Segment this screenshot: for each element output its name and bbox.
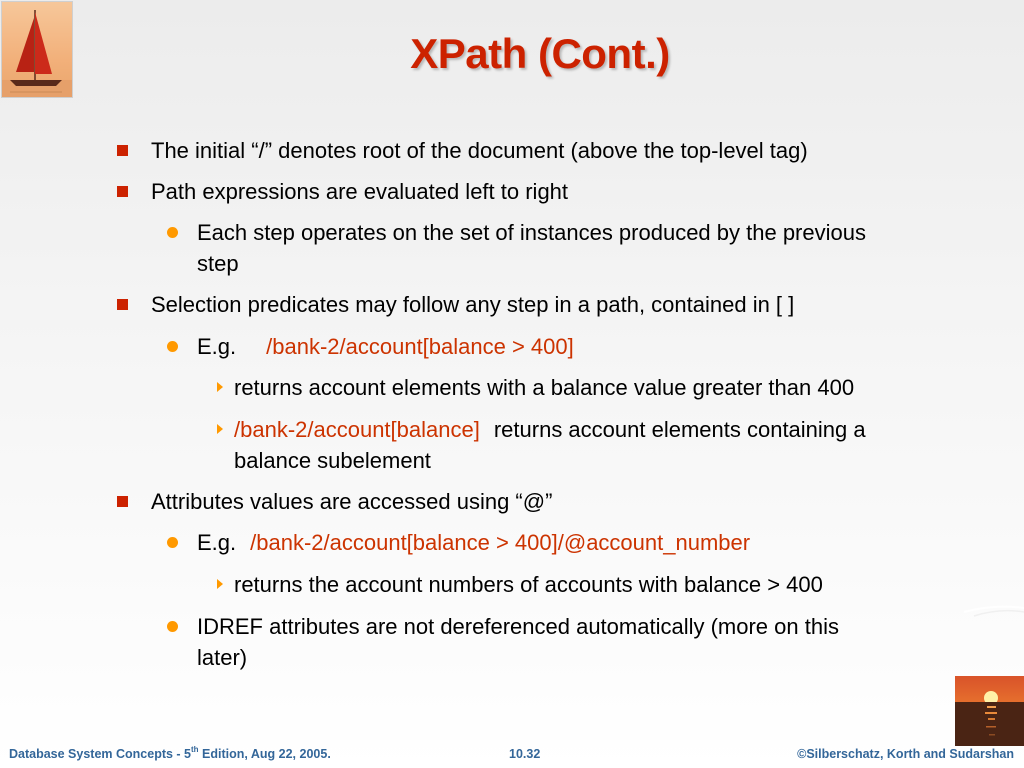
triangle-bullet-icon [217, 382, 223, 392]
triangle-bullet-icon [217, 579, 223, 589]
bullet-text-part: returns account elements containing a [493, 417, 866, 442]
bullet-text: Path expressions are evaluated left to right [151, 179, 569, 204]
footer-copyright: ©Silberschatz, Korth and Sudarshan [797, 747, 1014, 761]
xpath-code: /bank-2/account[balance] [234, 417, 480, 442]
circle-bullet-icon [167, 341, 178, 352]
square-bullet-icon [117, 145, 128, 156]
eg-label: E.g. [197, 334, 237, 359]
page-number: 10.32 [509, 747, 541, 761]
triangle-bullet-icon [217, 424, 223, 434]
circle-bullet-icon [167, 537, 178, 548]
bullet-text: Each step operates on the set of instances produced by the previous [197, 220, 866, 245]
square-bullet-icon [117, 496, 128, 507]
bullet-text: The initial “/” denotes root of the document (above the top-level tag) [151, 138, 808, 163]
bullet-text: Attributes values are accessed using “@” [151, 489, 553, 514]
bullet-text: returns account elements with a balance value greater than 400 [234, 375, 855, 400]
page-title: XPath (Cont.) [410, 30, 670, 77]
square-bullet-icon [117, 299, 128, 310]
bullet-text: step [197, 251, 239, 276]
bullet-text [197, 331, 997, 362]
eg-label: E.g. [197, 530, 237, 555]
swoosh-decoration [964, 600, 1024, 620]
circle-bullet-icon [167, 227, 178, 238]
xpath-code: /bank-2/account[balance > 400]/@account_number [250, 530, 751, 555]
bullet-text: Selection predicates may follow any step in a path, contained in [ ] [151, 292, 795, 317]
square-bullet-icon [117, 186, 128, 197]
sunset-icon [955, 676, 1024, 746]
bullet-text: balance subelement [234, 448, 431, 473]
bullet-text: returns the account numbers of accounts with balance > 400 [234, 572, 823, 597]
bullet-text [197, 527, 997, 558]
bullet-text: IDREF attributes are not dereferenced automatically (more on this [197, 614, 839, 639]
circle-bullet-icon [167, 621, 178, 632]
footer-left: Database System Concepts - 5th Edition, Aug 22, 2005. [9, 745, 331, 761]
bullet-text: later) [197, 645, 248, 670]
xpath-code: /bank-2/account[balance > 400] [266, 334, 574, 359]
bullet-text [234, 414, 994, 445]
